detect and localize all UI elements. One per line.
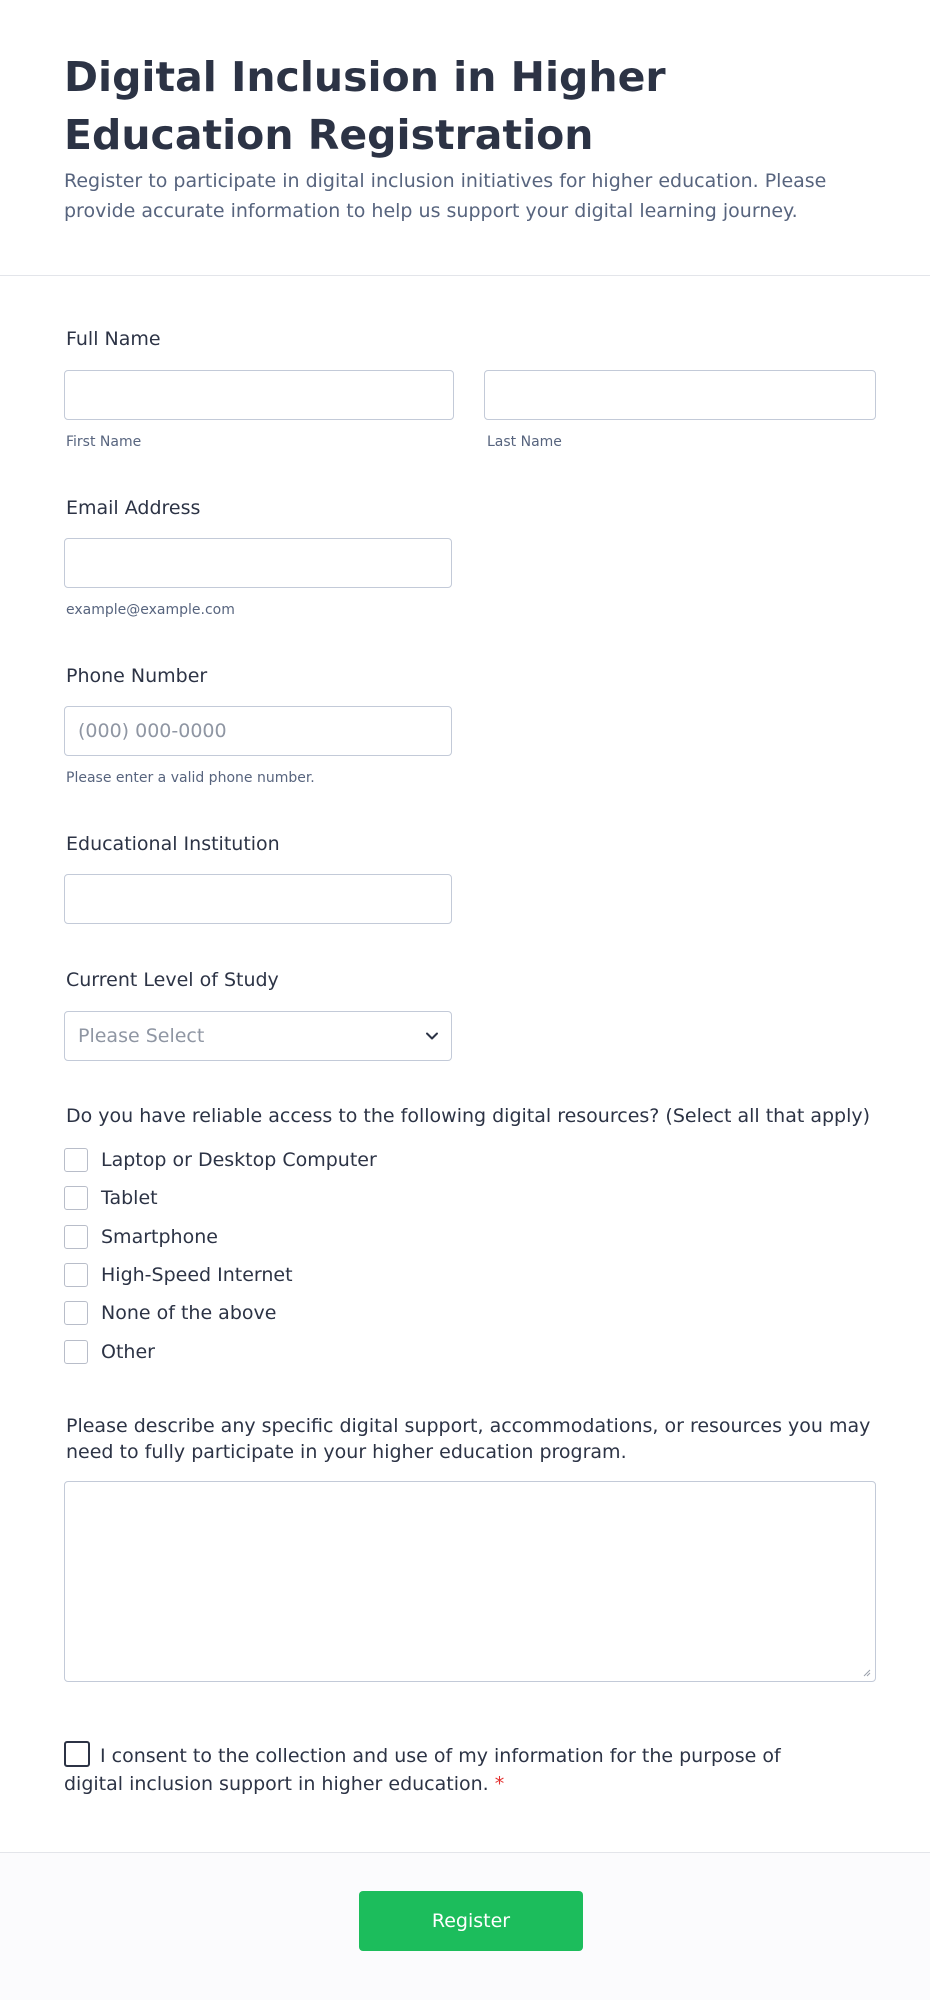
- register-button[interactable]: Register: [359, 1891, 583, 1951]
- first-name-sublabel: First Name: [66, 434, 142, 450]
- email-field[interactable]: [64, 538, 452, 588]
- required-mark: *: [494, 1773, 505, 1795]
- level-select[interactable]: [64, 1011, 452, 1061]
- last-name-input[interactable]: [484, 370, 876, 420]
- institution-input[interactable]: [64, 874, 452, 924]
- checkbox-option-other[interactable]: [64, 1340, 564, 1366]
- checkbox-label: Smartphone: [101, 1226, 218, 1248]
- checkbox-option-smartphone[interactable]: [64, 1225, 564, 1251]
- checkbox[interactable]: [64, 1225, 88, 1249]
- checkbox[interactable]: [64, 1263, 88, 1287]
- level-label: Current Level of Study: [66, 969, 279, 991]
- checkbox-label: Tablet: [101, 1187, 158, 1209]
- email-sublabel: example@example.com: [66, 602, 235, 618]
- resources-question: Do you have reliable access to the following digital resources? (Select all that apply): [66, 1105, 871, 1127]
- resize-handle-icon[interactable]: [861, 1667, 871, 1677]
- support-textarea[interactable]: [64, 1481, 876, 1682]
- page-title: Digital Inclusion in Higher Education Registration: [64, 53, 666, 159]
- full-name-label: Full Name: [66, 328, 161, 350]
- checkbox-label: Other: [101, 1341, 155, 1363]
- checkbox-option-internet[interactable]: [64, 1263, 564, 1289]
- form-header: [0, 0, 930, 276]
- checkbox[interactable]: [64, 1186, 88, 1210]
- page-subtitle: Register to participate in digital inclusion initiatives for higher education. Please provide accurate information to help us support your digital learning journey.: [64, 170, 827, 222]
- checkbox-option-laptop[interactable]: [64, 1148, 564, 1174]
- checkbox[interactable]: [64, 1148, 88, 1172]
- phone-sublabel: Please enter a valid phone number.: [66, 770, 315, 786]
- checkbox[interactable]: [64, 1340, 88, 1364]
- checkbox[interactable]: [64, 1301, 88, 1325]
- checkbox-label: None of the above: [101, 1302, 277, 1324]
- checkbox-label: High-Speed Internet: [101, 1264, 293, 1286]
- checkbox-option-tablet[interactable]: [64, 1186, 564, 1212]
- level-select-value: Please Select: [78, 1025, 205, 1047]
- phone-label: Phone Number: [66, 665, 208, 687]
- checkbox-option-none[interactable]: [64, 1301, 564, 1327]
- phone-input[interactable]: [64, 706, 452, 756]
- first-name-input[interactable]: [64, 370, 454, 420]
- consent-field: [64, 1741, 824, 1798]
- consent-text: I consent to the collection and use of my information for the purpose of digital inclusion support in higher education.: [64, 1745, 781, 1795]
- checkbox-label: Laptop or Desktop Computer: [101, 1149, 377, 1171]
- chevron-down-icon: [425, 1029, 439, 1043]
- consent-checkbox[interactable]: [64, 1741, 90, 1767]
- last-name-sublabel: Last Name: [487, 434, 562, 450]
- support-question: Please describe any specific digital support, accommodations, or resources you may need to fully participate in your higher education program.: [66, 1415, 871, 1463]
- email-label: Email Address: [66, 497, 201, 519]
- institution-label: Educational Institution: [66, 833, 280, 855]
